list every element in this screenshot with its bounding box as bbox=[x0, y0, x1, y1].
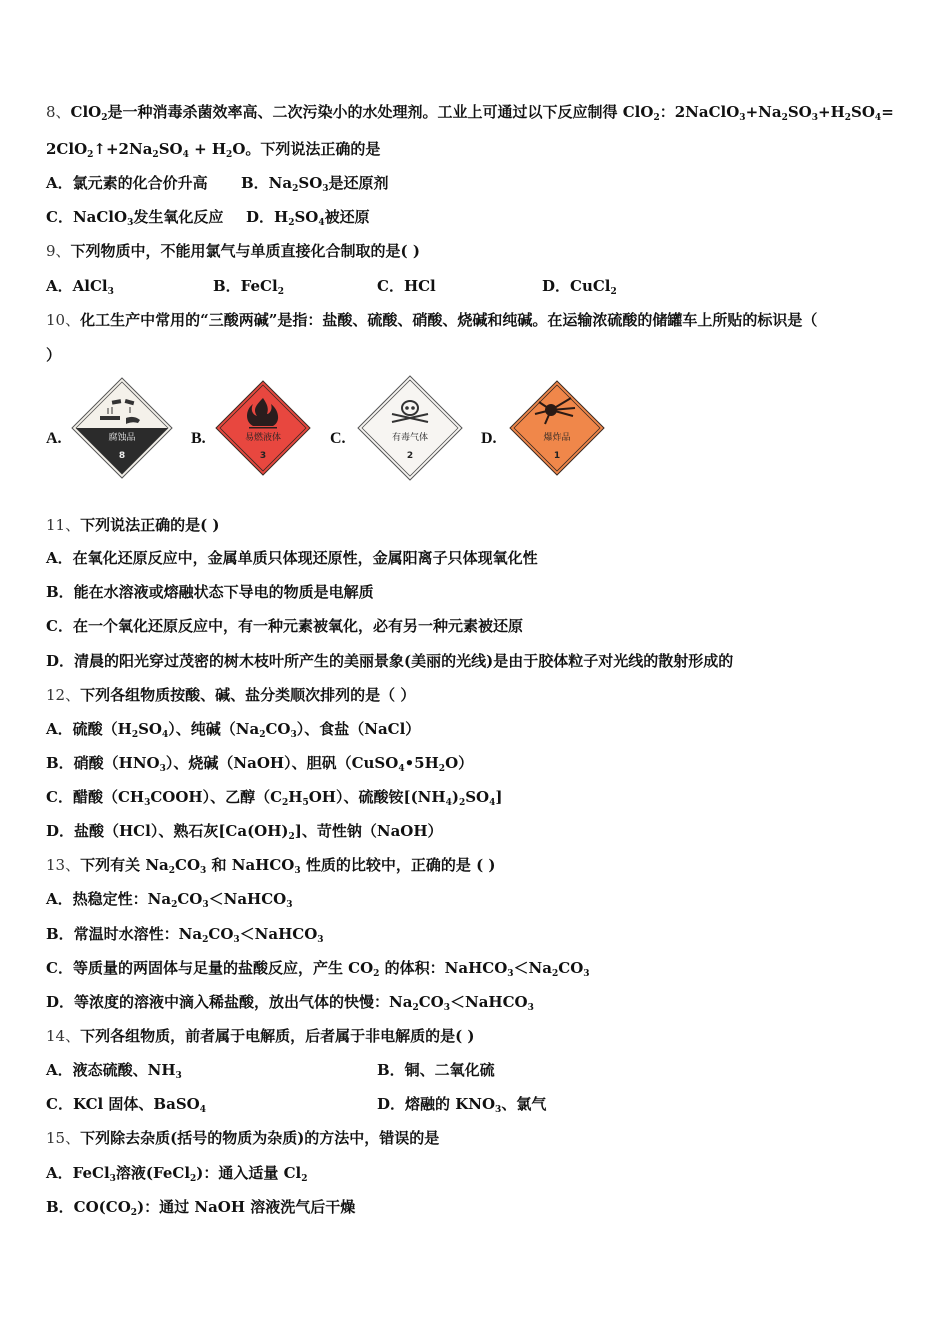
text-run: 的体积：NaHCO bbox=[379, 959, 508, 977]
text-run: D．盐酸（HCl）、熟石灰[Ca(OH) bbox=[46, 822, 289, 840]
answer-option[interactable] bbox=[213, 276, 284, 296]
subscript: 4 bbox=[199, 1105, 206, 1115]
svg-text:1: 1 bbox=[553, 450, 561, 461]
answer-option[interactable] bbox=[46, 889, 293, 909]
subscript: 2 bbox=[282, 798, 289, 808]
skull-icon bbox=[356, 374, 464, 482]
text-run: •5H bbox=[404, 754, 439, 772]
question-number: 9、 bbox=[46, 242, 71, 260]
question-number: 14、 bbox=[46, 1027, 81, 1045]
text-run: A．热稳定性：Na bbox=[46, 890, 172, 908]
text-run: 发生氧化反应 bbox=[133, 208, 224, 226]
subscript: 2 bbox=[373, 969, 380, 979]
text-run: O） bbox=[445, 754, 474, 772]
text-run: B．铜、二氧化硫 bbox=[377, 1061, 495, 1079]
answer-option[interactable] bbox=[46, 651, 733, 671]
question-stem bbox=[46, 102, 894, 122]
text-run: ＜NaHCO bbox=[450, 993, 528, 1011]
subscript: 3 bbox=[286, 900, 293, 910]
svg-text:3: 3 bbox=[259, 450, 267, 461]
subscript: 2 bbox=[412, 1003, 419, 1013]
text-run: SO bbox=[851, 103, 875, 121]
text-run: C．在一个氧化还原反应中，有一种元素被氧化，必有另一种元素被还原 bbox=[46, 617, 523, 635]
subscript: 5 bbox=[302, 798, 309, 808]
question-number: 8、 bbox=[46, 103, 71, 121]
subscript: 2 bbox=[152, 150, 159, 160]
subscript: 3 bbox=[233, 935, 240, 945]
subscript: 4 bbox=[161, 730, 169, 740]
subscript: 3 bbox=[144, 798, 151, 808]
answer-option[interactable] bbox=[46, 548, 538, 568]
subscript: 2 bbox=[202, 935, 209, 945]
subscript: 3 bbox=[127, 218, 134, 228]
answer-option[interactable] bbox=[377, 276, 436, 296]
answer-option[interactable] bbox=[46, 992, 534, 1012]
text-run: 化工生产中常用的“三酸两碱”是指：盐酸、硫酸、硝酸、烧碱和纯碱。在运输浓硫酸的储罐车上所贴的标识是（ bbox=[80, 311, 818, 329]
subscript: 3 bbox=[202, 900, 209, 910]
answer-option[interactable] bbox=[246, 207, 370, 227]
subscript: 2 bbox=[288, 832, 295, 842]
text-run: ＜NaHCO bbox=[239, 925, 318, 943]
subscript: 2 bbox=[781, 113, 788, 123]
text-run: ）、纯碱（Na bbox=[168, 720, 260, 738]
text-run: CO bbox=[265, 720, 291, 738]
answer-option[interactable] bbox=[46, 616, 523, 636]
text-run: CO bbox=[418, 993, 444, 1011]
text-run: ) bbox=[451, 788, 459, 806]
text-run: ） bbox=[46, 346, 62, 364]
sign-option-label[interactable]: D. bbox=[481, 430, 497, 447]
subscript: 3 bbox=[200, 866, 207, 876]
svg-text:腐蚀品: 腐蚀品 bbox=[108, 432, 136, 443]
text-run: D．H bbox=[246, 208, 289, 226]
subscript: 2 bbox=[190, 1174, 197, 1184]
text-run: A．AlCl bbox=[46, 277, 108, 295]
sign-option-label[interactable]: B. bbox=[191, 430, 206, 447]
explosion-icon bbox=[508, 379, 606, 477]
text-run: A．液态硫酸、NH bbox=[46, 1061, 176, 1079]
text-run: SO bbox=[138, 720, 162, 738]
text-run: 溶液(FeCl bbox=[115, 1164, 191, 1182]
subscript: 2 bbox=[288, 218, 295, 228]
text-run: +H bbox=[818, 103, 845, 121]
answer-option[interactable] bbox=[46, 1060, 182, 1080]
text-run: SO bbox=[298, 174, 323, 192]
svg-text:8: 8 bbox=[118, 450, 126, 461]
subscript: 3 bbox=[583, 969, 590, 979]
corrosive-hazard-sign[interactable] bbox=[70, 376, 174, 484]
answer-option[interactable] bbox=[46, 753, 473, 773]
subscript: 2 bbox=[101, 113, 108, 123]
text-run: C．等质量的两固体与足量的盐酸反应，产生 CO bbox=[46, 959, 374, 977]
subscript: 3 bbox=[507, 969, 514, 979]
text-run: )：通入适量 Cl bbox=[196, 1164, 302, 1182]
text-run: SO bbox=[465, 788, 490, 806]
subscript: 3 bbox=[527, 1003, 534, 1013]
text-run: CO bbox=[558, 959, 584, 977]
answer-option[interactable] bbox=[46, 582, 374, 602]
text-run: SO bbox=[787, 103, 812, 121]
subscript: 3 bbox=[739, 113, 746, 123]
flame-icon bbox=[214, 379, 312, 477]
sign-option-label[interactable]: C. bbox=[330, 430, 346, 447]
text-run: ）、烧碱（NaOH）、胆矾（CuSO bbox=[165, 754, 399, 772]
answer-option[interactable] bbox=[46, 276, 114, 296]
subscript: 3 bbox=[495, 1105, 502, 1115]
answer-option[interactable] bbox=[377, 1060, 495, 1080]
subscript: 3 bbox=[290, 730, 297, 740]
subscript: 3 bbox=[109, 1174, 116, 1184]
subscript: 2 bbox=[277, 287, 284, 297]
svg-text:易燃液体: 易燃液体 bbox=[244, 432, 282, 443]
subscript: 2 bbox=[653, 113, 660, 123]
text-run: = bbox=[881, 103, 894, 121]
text-run: 下列各组物质按酸、碱、盐分类顺次排列的是（ ） bbox=[80, 686, 416, 704]
text-run: 2ClO bbox=[46, 140, 88, 158]
answer-option[interactable] bbox=[241, 173, 389, 193]
text-run: D．CuCl bbox=[542, 277, 611, 295]
question-number: 15、 bbox=[46, 1129, 81, 1147]
subscript: 2 bbox=[438, 764, 446, 774]
question-stem bbox=[46, 685, 415, 705]
text-run: CO bbox=[175, 856, 201, 874]
question-stem bbox=[46, 1128, 439, 1148]
skull-hazard-sign[interactable] bbox=[356, 374, 464, 486]
subscript: 2 bbox=[292, 184, 299, 194]
text-run: A．在氧化还原反应中，金属单质只体现还原性，金属阳离子只体现氧化性 bbox=[46, 549, 538, 567]
answer-option[interactable] bbox=[46, 787, 502, 807]
subscript: 2 bbox=[458, 798, 466, 808]
text-run: 下列说法正确的是( ) bbox=[80, 516, 220, 534]
text-run: H bbox=[288, 788, 303, 806]
answer-option[interactable] bbox=[46, 1197, 355, 1217]
question-stem bbox=[46, 1026, 475, 1046]
answer-option[interactable] bbox=[46, 719, 420, 739]
text-run: 被还原 bbox=[324, 208, 370, 226]
answer-option[interactable] bbox=[46, 1163, 308, 1183]
text-run: CO bbox=[208, 925, 234, 943]
subscript: 3 bbox=[107, 287, 114, 297]
text-run: C．KCl 固体、BaSO bbox=[46, 1095, 200, 1113]
text-run: D．清晨的阳光穿过茂密的树木枝叶所产生的美丽景象(美丽的光线)是由于胶体粒子对光线的散射形成的 bbox=[46, 652, 734, 670]
subscript: 2 bbox=[87, 150, 94, 160]
corrosive-icon bbox=[70, 376, 174, 480]
text-run: A．硫酸（H bbox=[46, 720, 132, 738]
subscript: 4 bbox=[182, 150, 189, 160]
text-run: OH）、硫酸铵[(NH bbox=[308, 788, 446, 806]
answer-option[interactable] bbox=[46, 207, 223, 227]
text-run: B．能在水溶液或熔融状态下导电的物质是电解质 bbox=[46, 583, 374, 601]
subscript: 2 bbox=[301, 1174, 308, 1184]
question-stem-continued bbox=[46, 139, 380, 159]
question-stem bbox=[46, 515, 220, 535]
text-run: ：2NaClO bbox=[659, 103, 740, 121]
text-run: 下列除去杂质(括号的物质为杂质)的方法中，错误的是 bbox=[80, 1129, 440, 1147]
answer-option[interactable] bbox=[46, 1094, 206, 1114]
subscript: 2 bbox=[844, 113, 852, 123]
text-run: B．Na bbox=[241, 174, 293, 192]
text-run: 和 NaHCO bbox=[206, 856, 295, 874]
text-run: O。下列说法正确的是 bbox=[232, 140, 381, 158]
question-number: 10、 bbox=[46, 311, 81, 329]
text-run: 是一种消毒杀菌效率高、二次污染小的水处理剂。工业上可通过以下反应制得 ClO bbox=[107, 103, 654, 121]
subscript: 4 bbox=[318, 218, 325, 228]
answer-option[interactable] bbox=[377, 1094, 546, 1114]
text-run: ↑+2Na bbox=[93, 140, 153, 158]
svg-text:有毒气体: 有毒气体 bbox=[391, 432, 429, 443]
text-run: )：通过 NaOH 溶液洗气后干燥 bbox=[137, 1198, 356, 1216]
subscript: 4 bbox=[874, 113, 882, 123]
text-run: +Na bbox=[745, 103, 782, 121]
answer-option[interactable] bbox=[46, 821, 443, 841]
subscript: 4 bbox=[489, 798, 496, 808]
text-run: 、氯气 bbox=[501, 1095, 547, 1113]
subscript: 2 bbox=[131, 730, 139, 740]
question-number: 11、 bbox=[46, 516, 81, 534]
answer-option[interactable] bbox=[46, 958, 590, 978]
answer-option[interactable] bbox=[542, 276, 617, 296]
text-run: 下列物质中，不能用氯气与单质直接化合制取的是( ) bbox=[70, 242, 420, 260]
text-run: 下列各组物质，前者属于电解质，后者属于非电解质的是( ) bbox=[80, 1027, 475, 1045]
subscript: 2 bbox=[130, 1208, 138, 1218]
text-run: B．硝酸（HNO bbox=[46, 754, 160, 772]
subscript: 3 bbox=[175, 1071, 182, 1081]
hazard-sign-options bbox=[46, 375, 646, 480]
sign-option-label[interactable]: A. bbox=[46, 430, 62, 447]
text-run: C．NaClO bbox=[46, 208, 128, 226]
text-run: ＜NaHCO bbox=[208, 890, 287, 908]
text-run: C．HCl bbox=[377, 277, 436, 295]
subscript: 2 bbox=[259, 730, 266, 740]
question-stem bbox=[46, 241, 420, 261]
subscript: 3 bbox=[322, 184, 329, 194]
subscript: 2 bbox=[168, 866, 176, 876]
flame-hazard-sign[interactable] bbox=[214, 379, 312, 481]
subscript: 4 bbox=[445, 798, 452, 808]
subscript: 4 bbox=[398, 764, 405, 774]
text-run: + H bbox=[188, 140, 227, 158]
text-run: B．FeCl bbox=[213, 277, 278, 295]
text-run: 下列有关 Na bbox=[80, 856, 169, 874]
subscript: 3 bbox=[443, 1003, 450, 1013]
subscript: 2 bbox=[551, 969, 559, 979]
text-run: C．醋酸（CH bbox=[46, 788, 145, 806]
subscript: 3 bbox=[159, 764, 166, 774]
text-run: ClO bbox=[70, 103, 102, 121]
subscript: 3 bbox=[294, 866, 301, 876]
text-run: SO bbox=[294, 208, 319, 226]
subscript: 3 bbox=[317, 935, 324, 945]
answer-option[interactable] bbox=[46, 924, 324, 944]
text-run: B．常温时水溶性：Na bbox=[46, 925, 203, 943]
text-run: ] bbox=[495, 788, 503, 806]
svg-text:爆炸品: 爆炸品 bbox=[543, 432, 571, 443]
question-stem bbox=[46, 855, 496, 875]
text-run: SO bbox=[158, 140, 183, 158]
question-number: 13、 bbox=[46, 856, 81, 874]
text-run: COOH）、乙醇（C bbox=[150, 788, 283, 806]
text-run: ）、食盐（NaCl） bbox=[296, 720, 421, 738]
text-run: CO bbox=[177, 890, 203, 908]
subscript: 2 bbox=[171, 900, 178, 910]
svg-text:2: 2 bbox=[406, 450, 414, 461]
text-run: D．熔融的 KNO bbox=[377, 1095, 496, 1113]
answer-option[interactable] bbox=[46, 173, 208, 193]
text-run: ＜Na bbox=[513, 959, 552, 977]
subscript: 2 bbox=[226, 150, 233, 160]
question-stem-continued bbox=[46, 345, 61, 365]
text-run: B．CO(CO bbox=[46, 1198, 131, 1216]
text-run: D．等浓度的溶液中滴入稀盐酸，放出气体的快慢：Na bbox=[46, 993, 413, 1011]
question-number: 12、 bbox=[46, 686, 81, 704]
explosion-hazard-sign[interactable] bbox=[508, 379, 606, 481]
text-run: A．FeCl bbox=[46, 1164, 110, 1182]
question-stem bbox=[46, 310, 817, 330]
text-run: 性质的比较中，正确的是 ( ) bbox=[300, 856, 496, 874]
text-run: A．氯元素的化合价升高 bbox=[46, 174, 208, 192]
text-run: 是还原剂 bbox=[328, 174, 389, 192]
subscript: 2 bbox=[610, 287, 617, 297]
subscript: 3 bbox=[811, 113, 818, 123]
text-run: ]、苛性钠（NaOH） bbox=[294, 822, 443, 840]
